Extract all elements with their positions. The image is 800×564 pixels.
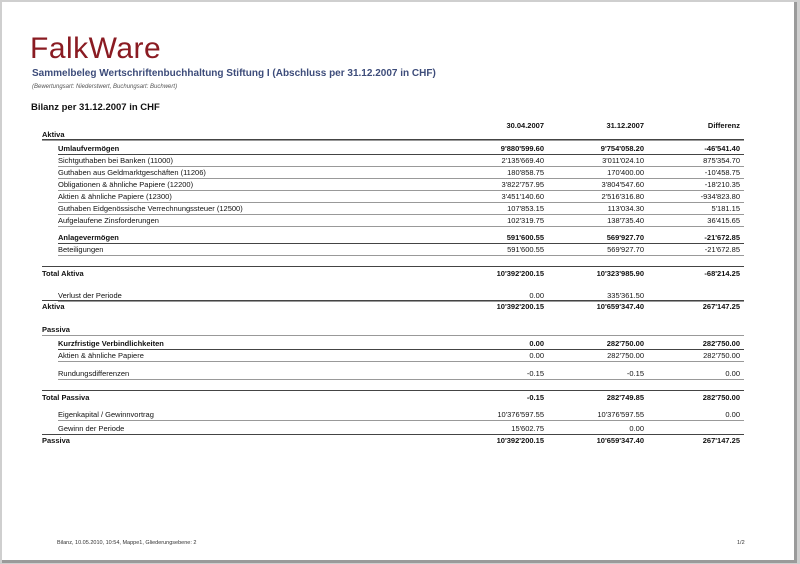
value-date1: 180'858.75 xyxy=(507,168,544,177)
row-label: Guthaben Eidgenössische Verrechnungssteuer (12500) xyxy=(58,204,243,213)
value-date1: 0.00 xyxy=(529,339,544,348)
row-label: Passiva xyxy=(42,325,70,334)
value-date1: 10'392'200.15 xyxy=(496,269,544,278)
row-label: Verlust der Periode xyxy=(58,291,122,300)
value-date1: 2'135'669.40 xyxy=(501,156,544,165)
value-date2: 10'659'347.40 xyxy=(596,302,644,311)
valuation-note: (Bewertungsart: Niederstwert, Buchungsart: Buchwert) xyxy=(32,84,178,90)
row-label: Passiva xyxy=(42,436,70,445)
value-date1: 0.00 xyxy=(529,291,544,300)
table-row xyxy=(2,215,794,226)
table-row xyxy=(2,155,794,166)
row-divider xyxy=(42,300,744,301)
value-difference: 267'147.25 xyxy=(702,436,740,445)
value-date1: -0.15 xyxy=(526,393,544,402)
value-difference: -68'214.25 xyxy=(704,269,740,278)
value-date2: 3'804'547.60 xyxy=(601,180,644,189)
value-date1: 0.00 xyxy=(529,351,544,360)
column-header-date1: 30.04.2007 xyxy=(506,121,544,130)
value-difference: -21'672.85 xyxy=(704,233,740,242)
table-row xyxy=(2,179,794,190)
value-difference: -46'541.40 xyxy=(704,144,740,153)
row-label: Kurzfristige Verbindlichkeiten xyxy=(58,339,164,348)
value-date1: 10'392'200.15 xyxy=(496,302,544,311)
value-date2: 335'361.50 xyxy=(607,291,644,300)
footer-info: Bilanz, 10.05.2010, 10:54, Mappe1, Gliederungsebene: 2 xyxy=(57,540,197,546)
row-divider xyxy=(58,420,744,421)
value-date2: 2'516'316.80 xyxy=(601,192,644,201)
table-row xyxy=(2,232,794,243)
value-date2: 113'034.30 xyxy=(607,204,644,213)
table-row xyxy=(2,203,794,214)
value-date1: 15'602.75 xyxy=(511,424,544,433)
value-date2: 10'659'347.40 xyxy=(596,436,644,445)
value-difference: 282'750.00 xyxy=(703,351,740,360)
value-date2: 10'323'985.90 xyxy=(596,269,644,278)
value-date1: 10'376'597.55 xyxy=(497,410,544,419)
row-label: Aktien & ähnliche Papiere (12300) xyxy=(58,192,172,201)
row-label: Rundungsdifferenzen xyxy=(58,369,130,378)
value-date2: 0.00 xyxy=(629,424,644,433)
row-divider xyxy=(58,255,744,256)
value-difference: 282'750.00 xyxy=(702,339,740,348)
value-difference: -934'823.80 xyxy=(700,192,740,201)
table-row xyxy=(2,129,794,140)
row-divider xyxy=(58,226,744,227)
column-header-difference: Differenz xyxy=(707,121,740,130)
value-date2: 282'749.85 xyxy=(606,393,644,402)
value-date1: 9'880'599.60 xyxy=(500,144,544,153)
report-subtitle: Sammelbeleg Wertschriftenbuchhaltung Stiftung I (Abschluss per 31.12.2007 in CHF) xyxy=(32,68,436,79)
value-date1: 102'319.75 xyxy=(507,216,544,225)
value-difference: 36'415.65 xyxy=(707,216,740,225)
table-row xyxy=(2,423,794,434)
value-date1: 107'853.15 xyxy=(507,204,544,213)
value-date1: -0.15 xyxy=(526,369,544,378)
column-header-date2: 31.12.2007 xyxy=(606,121,644,130)
value-difference: 0.00 xyxy=(725,410,740,419)
table-row xyxy=(2,350,794,361)
row-label: Anlagevermögen xyxy=(58,233,119,242)
report-page xyxy=(2,2,797,563)
row-divider xyxy=(42,140,744,141)
table-row xyxy=(2,392,794,403)
row-label: Aktien & ähnliche Papiere xyxy=(58,351,144,360)
value-date2: -0.15 xyxy=(626,369,644,378)
row-label: Beteiligungen xyxy=(58,245,104,254)
value-date2: 170'400.00 xyxy=(607,168,644,177)
row-divider xyxy=(42,434,744,435)
value-date2: 282'750.00 xyxy=(607,351,644,360)
table-row xyxy=(2,191,794,202)
table-row xyxy=(2,409,794,420)
page-number: 1/2 xyxy=(737,540,745,546)
value-date2: 569'927.70 xyxy=(607,245,644,254)
value-difference: 875'354.70 xyxy=(703,156,740,165)
row-divider xyxy=(42,335,744,336)
table-row xyxy=(2,244,794,255)
row-divider xyxy=(42,390,744,391)
value-difference: -10'458.75 xyxy=(704,168,740,177)
row-label: Obligationen & ähnliche Papiere (12200) xyxy=(58,180,194,189)
table-row xyxy=(2,268,794,279)
table-row xyxy=(2,167,794,178)
row-divider xyxy=(58,361,744,362)
row-label: Guthaben aus Geldmarktgeschäften (11206) xyxy=(58,168,206,177)
value-date2: 569'927.70 xyxy=(606,233,644,242)
value-date1: 3'451'140.60 xyxy=(501,192,544,201)
row-label: Aufgelaufene Zinsforderungen xyxy=(58,216,159,225)
table-row xyxy=(2,301,794,312)
row-divider xyxy=(58,379,744,380)
row-label: Gewinn der Periode xyxy=(58,424,125,433)
table-row xyxy=(2,368,794,379)
value-date2: 9'754'058.20 xyxy=(600,144,644,153)
value-date2: 10'376'597.55 xyxy=(597,410,644,419)
row-label: Aktiva xyxy=(42,302,65,311)
value-difference: 282'750.00 xyxy=(702,393,740,402)
row-label: Eigenkapital / Gewinnvortrag xyxy=(58,410,154,419)
row-label: Umlaufvermögen xyxy=(58,144,120,153)
value-difference: -18'210.35 xyxy=(704,180,740,189)
value-date1: 591'600.55 xyxy=(507,245,544,254)
brand-logo: FalkWare xyxy=(30,32,162,65)
value-date2: 3'011'024.10 xyxy=(602,156,644,165)
value-difference: -21'672.85 xyxy=(704,245,740,254)
table-row xyxy=(2,435,794,446)
row-label: Sichtguthaben bei Banken (11000) xyxy=(58,156,173,165)
table-row xyxy=(2,338,794,349)
value-difference: 0.00 xyxy=(725,369,740,378)
row-label: Total Passiva xyxy=(42,393,90,402)
row-label: Aktiva xyxy=(42,130,65,139)
value-difference: 267'147.25 xyxy=(702,302,740,311)
row-divider xyxy=(42,266,744,267)
value-date1: 3'822'757.95 xyxy=(501,180,544,189)
balance-heading: Bilanz per 31.12.2007 in CHF xyxy=(31,102,160,113)
value-date1: 10'392'200.15 xyxy=(496,436,544,445)
value-difference: 5'181.15 xyxy=(711,204,740,213)
table-row xyxy=(2,143,794,154)
value-date2: 282'750.00 xyxy=(606,339,644,348)
value-date1: 591'600.55 xyxy=(506,233,544,242)
row-label: Total Aktiva xyxy=(42,269,84,278)
table-row xyxy=(2,324,794,335)
value-date2: 138'735.40 xyxy=(607,216,644,225)
